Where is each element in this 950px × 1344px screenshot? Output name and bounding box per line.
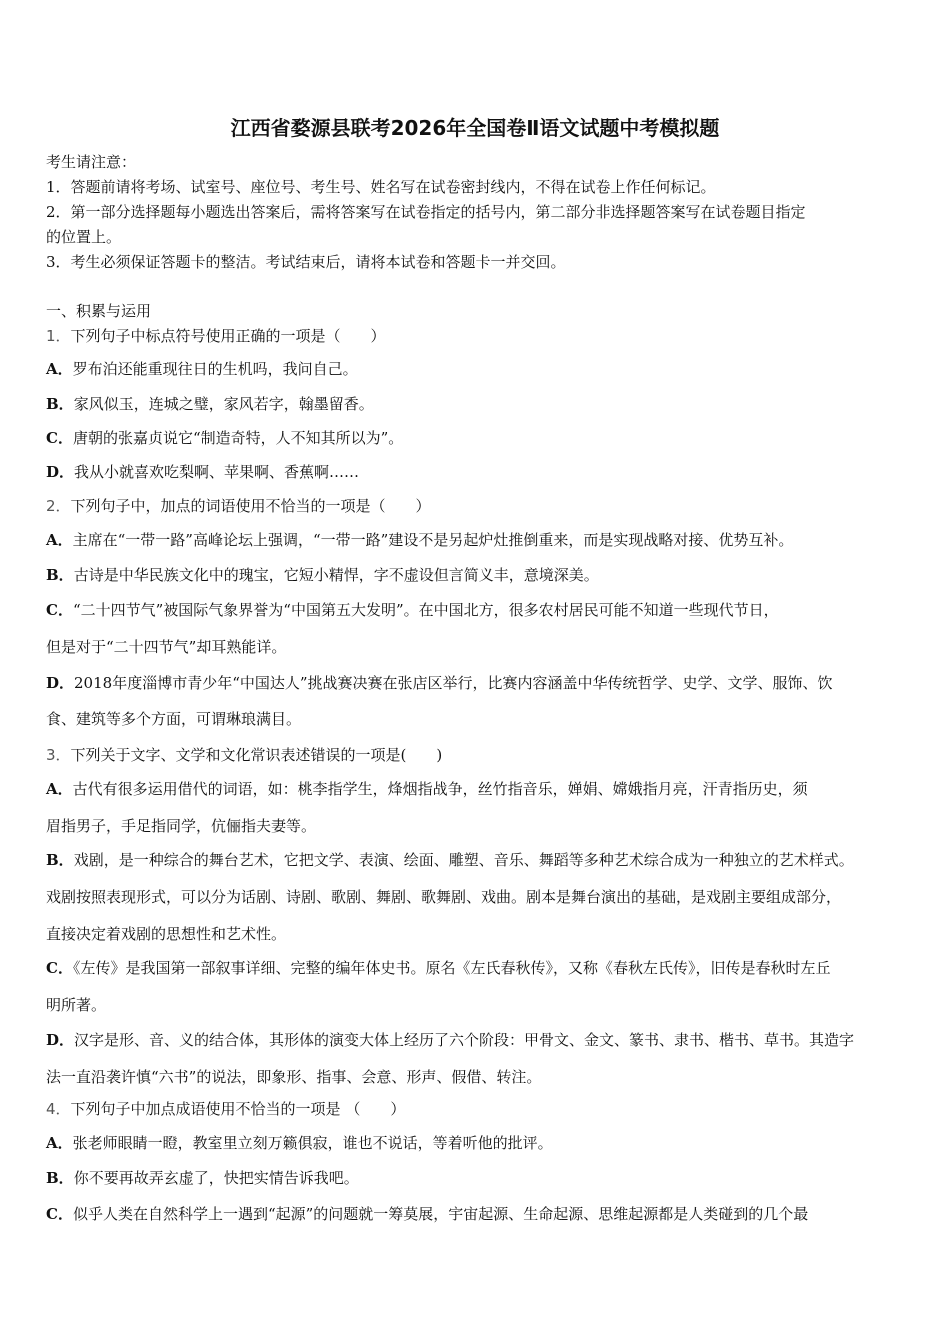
question-3-stem xyxy=(46,746,908,764)
option-label: A． xyxy=(46,1134,73,1152)
option-label: D． xyxy=(46,1031,75,1049)
page-title: 江西省婺源县联考2026年全国卷Ⅱ语文试题中考模拟题 xyxy=(230,116,720,140)
option-label: A． xyxy=(46,360,73,378)
option-text: “二十四节气”被国际气象界誉为“中国第五大发明”。在中国北方，很多农村居民可能不知道一些现代节日， xyxy=(72,601,779,619)
option-label: B． xyxy=(46,395,74,413)
option-text: 似乎人类在自然科学上一遇到“起源”的问题就一筹莫展，宇宙起源、生命起源、思维起源都是人类碰到的几个最 xyxy=(72,1205,809,1223)
option-text: 2018年度淄博市青少年“中国达人”挑战赛决赛在张店区举行，比赛内容涵盖中华传统哲学、史学、文学、服饰、饮 xyxy=(74,674,833,692)
question-1-option-c[interactable] xyxy=(46,429,908,447)
question-text: 下列句子中加点成语使用不恰当的一项是 （ ） xyxy=(70,1100,406,1118)
option-text: 家风似玉，连城之璧，家风若字，翰墨留香。 xyxy=(73,395,374,413)
question-3-option-c-continued: 明所著。 xyxy=(46,996,107,1014)
option-text: 唐朝的张嘉贞说它“制造奇特，人不知其所以为”。 xyxy=(72,429,404,447)
notice-item-3: 3．考生必须保证答题卡的整洁。考试结束后，请将本试卷和答题卡一并交回。 xyxy=(46,253,566,271)
question-2-option-c-continued: 但是对于“二十四节气”却耳熟能详。 xyxy=(46,638,287,656)
option-text: 你不要再故弄玄虚了，快把实情告诉我吧。 xyxy=(73,1169,359,1187)
question-number: 3． xyxy=(46,746,71,764)
notice-item-1: 1．答题前请将考场、试室号、座位号、考生号、姓名写在试卷密封线内，不得在试卷上作任何标记。 xyxy=(46,178,716,196)
question-2-option-a[interactable] xyxy=(46,531,908,549)
option-text: 戏剧，是一种综合的舞台艺术，它把文学、表演、绘面、雕塑、音乐、舞蹈等多种艺术综合成为一种独立的艺术样式。 xyxy=(73,851,854,869)
question-text: 下列关于文字、文学和文化常识表述错误的一项是( ) xyxy=(70,746,443,764)
option-label: B． xyxy=(46,566,74,584)
option-text: 古诗是中华民族文化中的瑰宝，它短小精悍，字不虚设但言简义丰，意境深美。 xyxy=(73,566,599,584)
option-label: C． xyxy=(46,1205,73,1223)
question-1-option-a[interactable] xyxy=(46,360,908,378)
question-text: 下列句子中，加点的词语使用不恰当的一项是（ ） xyxy=(70,497,431,515)
question-text: 下列句子中标点符号使用正确的一项是（ ） xyxy=(70,327,386,345)
question-3-option-d-continued: 法一直沿袭许慎“六书”的说法，即象形、指事、会意、形声、假借、转注。 xyxy=(46,1068,542,1086)
question-1-stem xyxy=(46,327,908,345)
notice-heading: 考生请注意： xyxy=(46,153,137,171)
option-text: 《左传》是我国第一部叙事详细、完整的编年体史书。原名《左氏春秋传》，又称《春秋左氏传》，旧传是春秋时左丘 xyxy=(72,959,831,977)
notice-item-2-line-2: 的位置上。 xyxy=(46,228,122,246)
question-3-option-b-line-2: 戏剧按照表现形式，可以分为话剧、诗剧、歌剧、舞剧、歌舞剧、戏曲。剧本是舞台演出的基础，是戏剧主要组成部分， xyxy=(46,888,842,906)
option-text: 汉字是形、音、义的结合体，其形体的演变大体上经历了六个阶段：甲骨文、金文、篆书、隶书、楷书、草书。其造字 xyxy=(74,1031,855,1049)
option-text: 张老师眼睛一瞪，教室里立刻万籁俱寂，谁也不说话，等着听他的批评。 xyxy=(72,1134,553,1152)
option-label: C． xyxy=(46,601,73,619)
question-2-option-c[interactable] xyxy=(46,601,908,619)
option-label: A． xyxy=(46,531,73,549)
option-label: A． xyxy=(46,780,73,798)
option-label: D． xyxy=(46,674,75,692)
question-3-option-a-continued: 眉指男子，手足指同学，伉俪指夫妻等。 xyxy=(46,817,317,835)
question-4-option-b[interactable] xyxy=(46,1169,908,1187)
option-label: C． xyxy=(46,429,73,447)
option-text: 我从小就喜欢吃梨啊、苹果啊、香蕉啊…… xyxy=(74,463,360,481)
question-2-option-d-continued: 食、建筑等多个方面，可谓琳琅满目。 xyxy=(46,710,302,728)
option-text: 罗布泊还能重现往日的生机吗，我问自己。 xyxy=(72,360,358,378)
question-1-option-d[interactable] xyxy=(46,463,908,481)
option-label: D． xyxy=(46,463,75,481)
option-label: B． xyxy=(46,1169,74,1187)
question-number: 2． xyxy=(46,497,71,515)
question-3-option-b-line-3: 直接决定着戏剧的思想性和艺术性。 xyxy=(46,925,287,943)
question-2-option-d[interactable] xyxy=(46,674,908,692)
question-number: 1． xyxy=(46,327,71,345)
question-3-option-c[interactable] xyxy=(46,959,908,977)
question-2-stem xyxy=(46,497,908,515)
question-1-option-b[interactable] xyxy=(46,395,908,413)
option-text: 主席在“一带一路”高峰论坛上强调，“一带一路”建设不是另起炉灶推倒重来，而是实现战略对接、优势互补。 xyxy=(72,531,794,549)
notice-item-2-line-1: 2．第一部分选择题每小题选出答案后，需将答案写在试卷指定的括号内，第二部分非选择题答案写在试卷题目指定 xyxy=(46,203,806,221)
question-2-option-b[interactable] xyxy=(46,566,908,584)
question-4-stem xyxy=(46,1100,908,1118)
question-4-option-a[interactable] xyxy=(46,1134,908,1152)
option-label: B． xyxy=(46,851,74,869)
option-label: C． xyxy=(46,959,73,977)
question-3-option-d[interactable] xyxy=(46,1031,908,1049)
option-text: 古代有很多运用借代的词语，如：桃李指学生，烽烟指战争，丝竹指音乐，婵娟、嫦娥指月亮，汗青指历史，须 xyxy=(72,780,808,798)
question-4-option-c[interactable] xyxy=(46,1205,908,1223)
question-3-option-b[interactable] xyxy=(46,851,908,869)
section-heading: 一、积累与运用 xyxy=(46,302,152,320)
question-3-option-a[interactable] xyxy=(46,780,908,798)
question-number: 4． xyxy=(46,1100,71,1118)
